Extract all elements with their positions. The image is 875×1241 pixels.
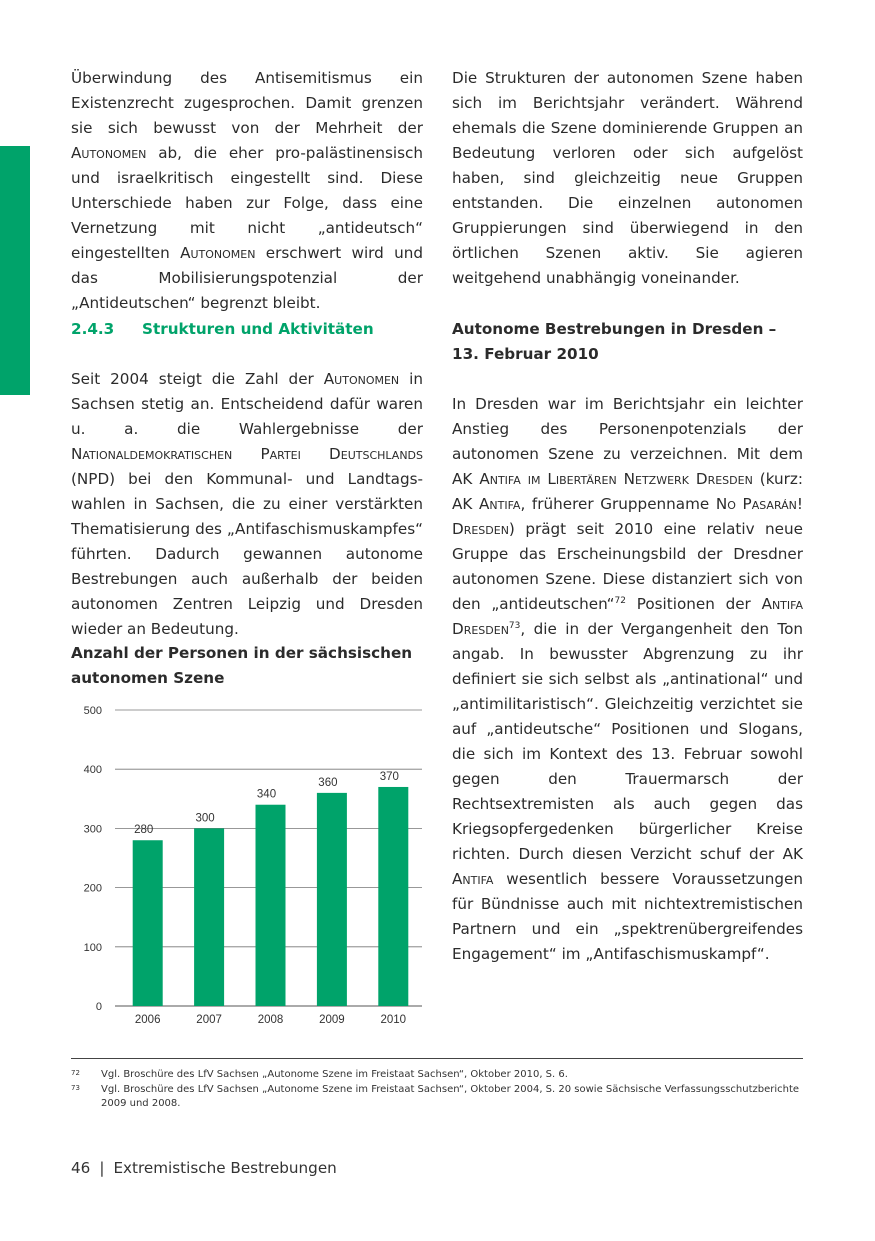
- footnote-ref-73[interactable]: 73: [508, 620, 521, 631]
- x-tick-label: 2007: [196, 1014, 222, 1026]
- x-tick-label: 2008: [257, 1014, 284, 1026]
- footnote-text: Vgl. Broschüre des LfV Sachsen „Autonome Szene im Freistaat Sachsen“, Oktober 2010, S. 6.: [101, 1069, 568, 1080]
- y-tick-label: 200: [83, 882, 102, 895]
- left-structures-block: [71, 367, 423, 642]
- footnote-divider: [71, 1058, 803, 1059]
- page-footer: [71, 1156, 337, 1180]
- term-npd-name: Nationaldemokratischen Partei Deutschlands: [71, 445, 423, 463]
- y-tick-label: 0: [95, 1001, 102, 1013]
- x-tick-label: 2010: [380, 1014, 407, 1026]
- bar-chart: [60, 700, 430, 1035]
- bar: [378, 787, 408, 1006]
- chapter-color-tab: [0, 146, 30, 395]
- bar: [133, 840, 163, 1006]
- x-tick-label: 2009: [319, 1014, 345, 1026]
- left-intro-block: [71, 66, 423, 316]
- org-ak-antifa-network: Antifa im Libertären Netzwerk Dresden: [479, 470, 753, 488]
- org-antifa-dresden: Antifa Dresden: [452, 595, 803, 638]
- term-autonome: Autonomen: [323, 370, 400, 388]
- dresden-heading: Autonome Bestrebungen in Dresden – 13. Februar 2010: [452, 320, 777, 363]
- footnote-mark: 72: [71, 1069, 80, 1077]
- footer-separator: |: [99, 1159, 105, 1177]
- bar-value-label: 340: [256, 788, 277, 801]
- org-antifa: Antifa: [479, 495, 521, 513]
- term-autonome: Autonomen: [71, 144, 147, 162]
- left-intro-paragraph: Überwindung des Antisemitismus ein Existenzrecht zugesprochen. Damit grenzen sie sich bewusst von der Mehrheit der Autonomen ab, die eher pro-palästinensisch und israelkritisch eingestellt sind. Diese Unterschiede haben zur Folge, dass eine Vernetzung mit nicht „antideutsch“ eingestellten Autonomen erschwert wird und das Mobilisierungspotenzial der „Antideutschen“ begrenzt bleibt.: [71, 69, 424, 312]
- right-intro-block: [452, 66, 803, 291]
- bar: [194, 828, 224, 1006]
- y-tick-label: 100: [83, 941, 102, 954]
- x-tick-label: 2006: [134, 1014, 161, 1026]
- bar-value-label: 300: [195, 812, 215, 825]
- term-autonome: Autonomen: [180, 244, 256, 262]
- section-heading: [71, 317, 423, 342]
- structures-paragraph: Seit 2004 steigt die Zahl der Autonomen in Sachsen stetig an. Entscheidend dafür waren u. a. die Wahlergebnisse der Nationaldemokratischen Partei Deutschlands (NPD) bei den Kommunal- und Landtagswahlen in Sachsen, die zu einer verstärkten Thematisierung des „Antifaschismuskampfes“ führten. Dadurch gewannen autonome Bestrebungen auch außerhalb der beiden autonomen Zentren Leipzig und Dresden wieder an Bedeutung.: [71, 370, 423, 638]
- footer-section-title: Extremistische Bestrebungen: [113, 1159, 337, 1177]
- y-tick-label: 300: [83, 823, 102, 836]
- footnotes: [71, 1068, 803, 1112]
- org-no-pasaran: No Pasarán! Dresden: [452, 495, 803, 538]
- right-intro-paragraph: Die Strukturen der autonomen Szene haben sich im Berichtsjahr verändert. Während ehemals die Szene dominierende Gruppen an Bedeutung verloren oder sich aufgelöst haben, sind gleichzeitig neue Gruppen entstanden. Die einzelnen autonomen Gruppierungen sind überwiegend in den örtlichen Szenen aktiv. Sie agieren weitgehend unabhängig voneinander.: [452, 69, 803, 287]
- bar-value-label: 280: [134, 824, 154, 837]
- page-number: 46: [71, 1159, 91, 1177]
- bar: [256, 805, 286, 1006]
- org-antifa: Antifa: [452, 870, 494, 888]
- bar-value-label: 370: [379, 770, 399, 783]
- dresden-paragraph: In Dresden war im Berichtsjahr ein leichter Anstieg des Personenpotenzials der autonomen Szene zu verzeichnen. Mit dem AK Antifa im Libertären Netzwerk Dresden (kurz: AK Antifa, früherer Gruppenname No Pasarán! Dresden) prägt seit 2010 eine relativ neue Gruppe das Erscheinungsbild der Dresdner autonomen Szene. Diese distanziert sich von den „antideutschen“$^{72}$ Positionen der Antifa Dresden$^{73}$, die in der Vergangenheit den Ton angab. In bewusster Abgrenzung zu ihr definiert sie sich selbst als „antinational“ und „antimilitaristisch“. Gleichzeitig verzichtet sie auf „antideutsche“ Positionen und Slogans, die sich im Kontext des 13. Februar sowohl gegen den Trauermarsch der Rechtsextremisten als auch gegen das Kriegsopfergedenken bürgerlicher Kreise richten. Durch diesen Verzicht schuf der AK Antifa wesentlich bessere Voraussetzungen für Bündnisse auch mit nichtextremistischen Partnern und ein „spektrenübergreifendes Engagement“ im „Antifaschismuskampf“.: [452, 395, 803, 963]
- section-title: Strukturen und Aktivitäten: [142, 320, 374, 338]
- footnote-mark: 73: [71, 1084, 80, 1092]
- footnote-72: [71, 1068, 803, 1082]
- bar-value-label: 360: [318, 776, 338, 789]
- footnote-ref-72[interactable]: 72: [614, 595, 626, 606]
- y-tick-label: 500: [83, 705, 102, 717]
- footnote-73: [71, 1083, 803, 1111]
- chart-title: Anzahl der Personen in der sächsischen autonomen Szene: [71, 644, 413, 687]
- bar: [317, 793, 347, 1006]
- y-tick-label: 400: [83, 764, 102, 777]
- section-number: 2.4.3: [71, 320, 115, 338]
- right-dresden-block: [452, 392, 803, 967]
- footnote-text: Vgl. Broschüre des LfV Sachsen „Autonome Szene im Freistaat Sachsen“, Oktober 2004, S. 20 sowie Sächsische Verfassungsschutzberichte 2009 und 2008.: [101, 1084, 800, 1109]
